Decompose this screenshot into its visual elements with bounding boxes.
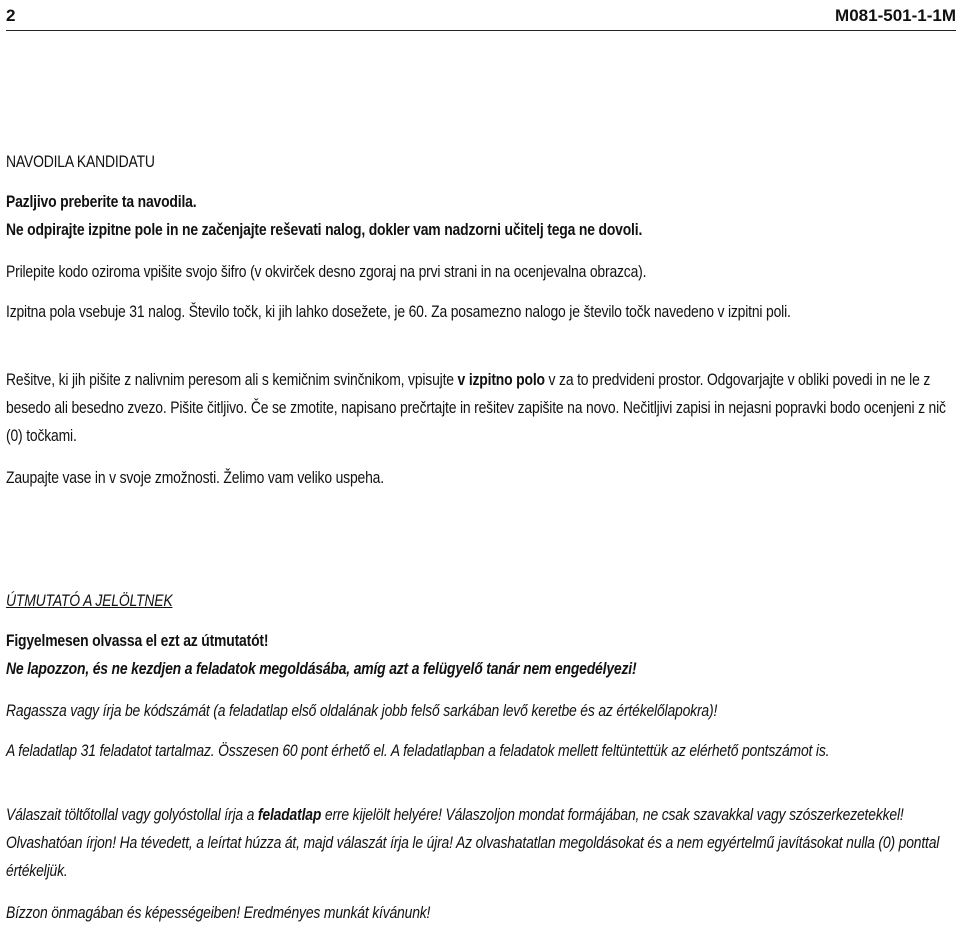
sl-bold-line-2: Ne odpirajte izpitne pole in ne začenjajte reševati nalog, dokler vam nadzorni učitelj tega ne dovoli. [6, 221, 643, 239]
hu-paragraph-2: A feladatlap 31 feladatot tartalmaz. Összesen 60 pont érhető el. A feladatlapban a feladatok mellett feltüntettük az elérhető pontszámot is. [6, 742, 830, 760]
sl-paragraph-2-block [6, 298, 956, 326]
sl-paragraph-3 [6, 366, 955, 450]
sl-paragraph-3-emphasis: v izpitno polo [457, 371, 545, 389]
sl-bold-line-1: Pazljivo preberite ta navodila. [6, 193, 197, 211]
hu-paragraph-3 [6, 801, 955, 885]
sl-paragraph-3-part-c: v za to predvideni prostor. Odgovarjajte v obliki povedi in ne le z besedo ali besedno zvezo. Pišite čitljivo. Če se zmotite, napisano prečrtajte in rešitev zapišite na novo. Nečitljivi zapisi in nejasni popravki bodo ocenjeni z nič (0) točkami. [6, 371, 946, 445]
hu-paragraph-3-part-c: erre kijelölt helyére! Válaszoljon mondat formájában, ne csak szavakkal vagy szószerkezetekkel! Olvashatóan írjon! Ha tévedett, a leírtat húzza át, majd válaszát írja le újra! Az olvashatatlan megoldásokat és a nem egyértelmű javításokat nulla (0) ponttal értékeljük. [6, 806, 940, 880]
hu-paragraph-4: Bízzon önmagában és képességeiben! Eredményes munkát kívánunk! [6, 904, 431, 922]
sl-title: NAVODILA KANDIDATU [6, 153, 155, 171]
hu-bold-line-1-block [6, 627, 956, 655]
hu-title-block [6, 587, 956, 615]
sl-paragraph-3-part-a: Rešitve, ki jih pišite z nalivnim peresom ali s kemičnim svinčnikom, vpisujte [6, 371, 458, 389]
sl-paragraph-4-block [6, 464, 956, 492]
hu-bold-line-2-block [6, 655, 956, 683]
hu-paragraph-3-part-a: Válaszait töltőtollal vagy golyóstollal írja a [6, 806, 258, 824]
sl-paragraph-4: Zaupajte vase in v svoje zmožnosti. Želimo vam veliko uspeha. [6, 469, 384, 487]
hu-title: ÚTMUTATÓ A JELÖLTNEK [6, 592, 173, 610]
hu-paragraph-1-block [6, 697, 956, 725]
hu-paragraph-3-emphasis: feladatlap [257, 806, 322, 824]
hu-bold-line-2: Ne lapozzon, és ne kezdjen a feladatok megoldásába, amíg azt a felügyelő tanár nem engedélyezi! [6, 660, 637, 678]
sl-bold-line-1-block [6, 188, 956, 216]
page-number: 2 [6, 6, 16, 25]
sl-bold-line-2-block [6, 216, 956, 244]
hu-paragraph-1: Ragassza vagy írja be kódszámát (a feladatlap első oldalának jobb felső sarkában levő keretbe és az értékelőlapokra)! [6, 702, 718, 720]
sl-paragraph-3-block [6, 366, 956, 450]
sl-paragraph-1: Prilepite kodo oziroma vpišite svojo šifro (v okvirček desno zgoraj na prvi strani in na ocenjevalna obrazca). [6, 263, 647, 281]
hu-paragraph-2-block [6, 737, 956, 765]
sl-paragraph-1-block [6, 258, 956, 286]
sl-paragraph-2: Izpitna pola vsebuje 31 nalog. Število točk, ki jih lahko dosežete, je 60. Za posamezno nalogo je število točk navedeno v izpitni poli. [6, 303, 791, 321]
hu-bold-line-1: Figyelmesen olvassa el ezt az útmutatót! [6, 632, 269, 650]
sl-title-block [6, 148, 956, 176]
page-header [6, 4, 956, 31]
hu-paragraph-4-block [6, 899, 956, 927]
document-code: M081-501-1-1M [835, 6, 956, 25]
hu-paragraph-3-block [6, 801, 956, 885]
